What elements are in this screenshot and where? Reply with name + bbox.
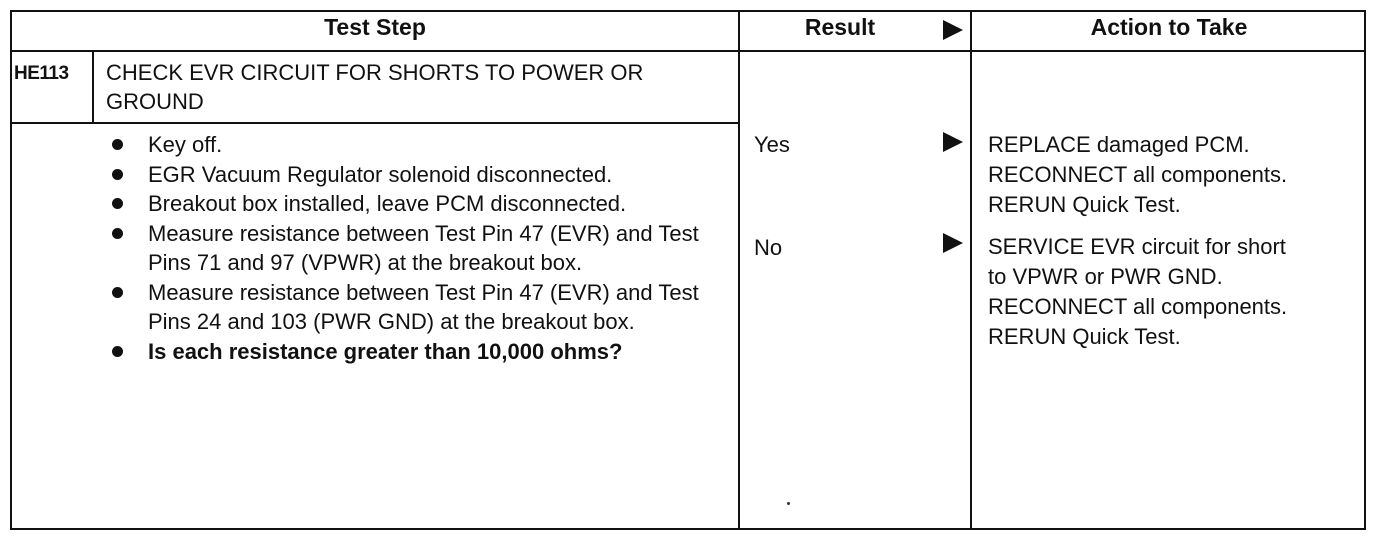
- result-yes: Yes: [754, 132, 790, 157]
- action-line: RECONNECT all components.: [988, 162, 1288, 187]
- action-yes: [988, 130, 1358, 220]
- column-divider-result-action: [970, 10, 972, 530]
- scan-speck: [787, 502, 790, 505]
- result-no: No: [754, 235, 783, 260]
- column-divider-test-result: [738, 10, 740, 530]
- step-item: EGR Vacuum Regulator solenoid disconnected.: [110, 160, 730, 190]
- step-item: Breakout box installed, leave PCM disconnected.: [110, 189, 730, 219]
- header-arrow-icon: [943, 20, 963, 40]
- step-item: Measure resistance between Test Pin 47 (EVR) and Test Pins 24 and 103 (PWR GND) at the breakout box.: [110, 278, 730, 337]
- action-no: [988, 232, 1358, 352]
- result-no-arrow-icon: [943, 233, 963, 253]
- action-line: RERUN Quick Test.: [988, 324, 1181, 349]
- step-conditions-list: [110, 130, 730, 366]
- header-test-step: Test Step: [324, 14, 426, 40]
- step-item: Key off.: [110, 130, 730, 160]
- step-code: HE113: [14, 63, 69, 84]
- header-result: Result: [804, 14, 876, 40]
- step-code-divider: [92, 50, 94, 123]
- action-line: to VPWR or PWR GND.: [988, 264, 1223, 289]
- action-line: REPLACE damaged PCM.: [988, 132, 1250, 157]
- header-divider: [10, 50, 1366, 52]
- step-title: CHECK EVR CIRCUIT FOR SHORTS TO POWER OR GROUND: [106, 60, 644, 114]
- action-line: RECONNECT all components.: [988, 294, 1288, 319]
- step-question: Is each resistance greater than 10,000 ohms?: [110, 337, 730, 367]
- step-item: Measure resistance between Test Pin 47 (EVR) and Test Pins 71 and 97 (VPWR) at the breakout box.: [110, 219, 730, 278]
- action-line: RERUN Quick Test.: [988, 192, 1181, 217]
- result-yes-arrow-icon: [943, 132, 963, 152]
- header-action: Action to Take: [1090, 14, 1248, 40]
- step-title-divider: [10, 122, 740, 124]
- action-line: SERVICE EVR circuit for short: [988, 234, 1286, 259]
